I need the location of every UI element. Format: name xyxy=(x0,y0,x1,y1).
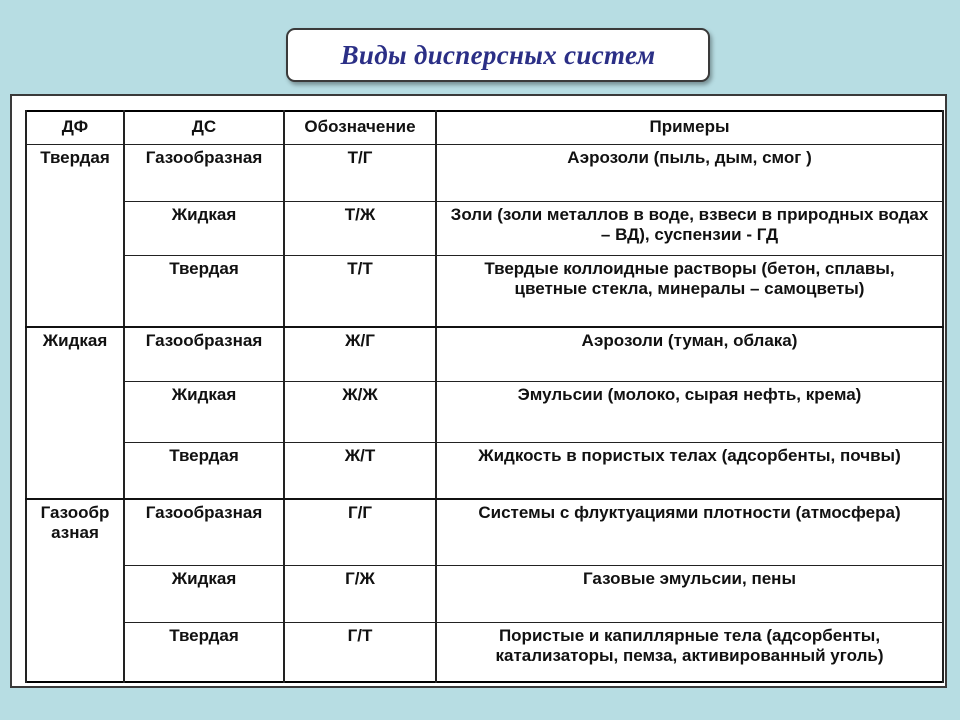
notation-cell: Т/Г xyxy=(284,144,436,201)
slide-title: Виды дисперсных систем xyxy=(340,39,656,70)
example-cell: Пористые и капиллярные тела (адсорбенты, катализаторы, пемза, активированный уголь) xyxy=(436,622,943,682)
notation-cell: Г/Ж xyxy=(284,565,436,622)
df-cell: Газообр азная xyxy=(26,499,124,682)
table-row xyxy=(26,622,943,682)
ds-cell: Жидкая xyxy=(124,565,284,622)
example-cell: Газовые эмульсии, пены xyxy=(436,565,943,622)
notation-cell: Г/Г xyxy=(284,499,436,566)
table-row xyxy=(26,381,943,442)
ds-cell: Жидкая xyxy=(124,381,284,442)
dispersion-systems-table xyxy=(25,110,944,683)
header-df: ДФ xyxy=(26,111,124,144)
notation-cell: Ж/Т xyxy=(284,442,436,499)
table-row xyxy=(26,201,943,255)
table-row xyxy=(26,565,943,622)
table-row xyxy=(26,327,943,382)
table-row xyxy=(26,144,943,201)
ds-cell: Твердая xyxy=(124,622,284,682)
example-cell: Аэрозоли (пыль, дым, смог ) xyxy=(436,144,943,201)
header-examples: Примеры xyxy=(436,111,943,144)
notation-cell: Ж/Г xyxy=(284,327,436,382)
df-cell: Твердая xyxy=(26,144,124,327)
table-row xyxy=(26,255,943,327)
example-cell: Эмульсии (молоко, сырая нефть, крема) xyxy=(436,381,943,442)
ds-cell: Газообразная xyxy=(124,499,284,566)
ds-cell: Твердая xyxy=(124,255,284,327)
ds-cell: Твердая xyxy=(124,442,284,499)
ds-cell: Газообразная xyxy=(124,327,284,382)
ds-cell: Газообразная xyxy=(124,144,284,201)
header-notation: Обозначение xyxy=(284,111,436,144)
example-cell: Жидкость в пористых телах (адсорбенты, почвы) xyxy=(436,442,943,499)
notation-cell: Г/Т xyxy=(284,622,436,682)
df-cell: Жидкая xyxy=(26,327,124,499)
header-ds: ДС xyxy=(124,111,284,144)
example-cell: Твердые коллоидные растворы (бетон, сплавы, цветные стекла, минералы – самоцветы) xyxy=(436,255,943,327)
table-row xyxy=(26,442,943,499)
ds-cell: Жидкая xyxy=(124,201,284,255)
notation-cell: Т/Т xyxy=(284,255,436,327)
example-cell: Аэрозоли (туман, облака) xyxy=(436,327,943,382)
table-row xyxy=(26,499,943,566)
example-cell: Золи (золи металлов в воде, взвеси в природных водах – ВД), суспензии - ГД xyxy=(436,201,943,255)
header-row xyxy=(26,111,943,144)
notation-cell: Ж/Ж xyxy=(284,381,436,442)
example-cell: Системы с флуктуациями плотности (атмосфера) xyxy=(436,499,943,566)
notation-cell: Т/Ж xyxy=(284,201,436,255)
title-box xyxy=(286,28,710,82)
